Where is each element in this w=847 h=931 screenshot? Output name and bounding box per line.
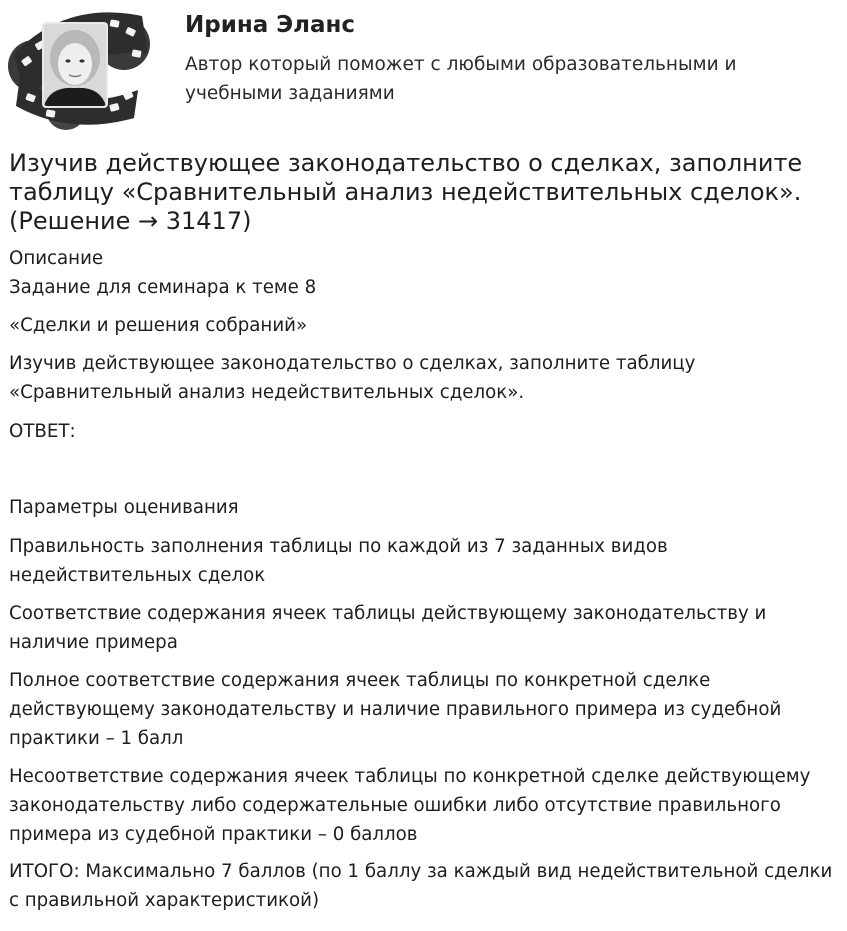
criteria-item: Соответствие содержания ячеек таблицы действующему законодательству и наличие примера — [9, 603, 767, 653]
criteria-item: Несоответствие содержания ячеек таблицы по конкретной сделке действующему законодательству либо содержательные ошибки либо отсутствие правильного примера из судебной практики – 0 баллов — [9, 766, 811, 845]
author-avatar[interactable] — [6, 6, 152, 130]
criteria-item: Правильность заполнения таблицы по каждой из 7 заданных видов недействительных сделок — [9, 536, 668, 586]
page-title: Изучив действующее законодательство о сделках, заполните таблицу «Сравнительный анализ недействительных сделок». (Решение → 31417) — [9, 149, 803, 235]
film-strip-avatar-icon — [6, 6, 152, 130]
author-name[interactable]: Ирина Эланс — [185, 12, 356, 38]
author-description: Автор который поможет с любыми образовательными и учебными заданиями — [185, 54, 737, 104]
criteria-item: Полное соответствие содержания ячеек таблицы по конкретной сделке действующему законодательству и наличие правильного примера из судебной практики – 1 балл — [9, 670, 782, 749]
author-card — [0, 0, 847, 135]
task-text: Изучив действующее законодательство о сделках, заполните таблицу «Сравнительный анализ недействительных сделок». — [9, 353, 696, 403]
description-label: Описание — [9, 248, 104, 269]
total-text: ИТОГО: Максимально 7 баллов (по 1 баллу за каждый вид недействительной сделки с правильной характеристикой) — [9, 861, 833, 911]
answer-label: ОТВЕТ: — [9, 421, 76, 442]
topic-text: «Сделки и решения собраний» — [9, 315, 308, 336]
seminar-task: Задание для семинара к теме 8 — [9, 277, 317, 298]
criteria-heading: Параметры оценивания — [9, 497, 239, 518]
